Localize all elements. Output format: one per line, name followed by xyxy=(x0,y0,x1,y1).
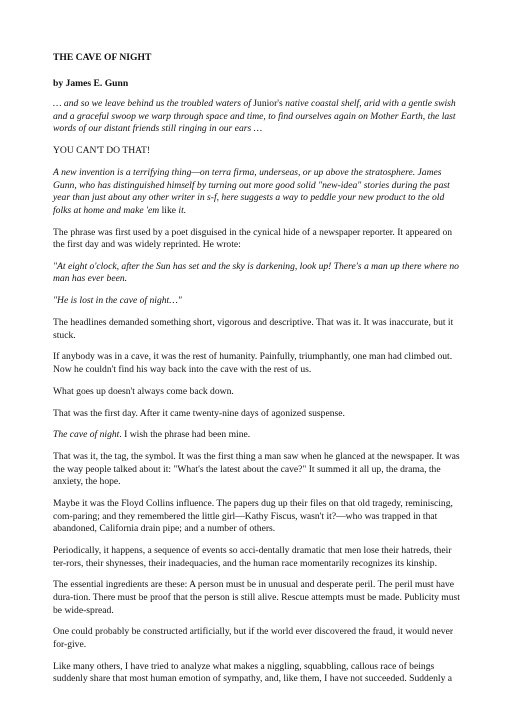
cave-of-night-phrase: The cave of night xyxy=(53,429,120,441)
body-paragraph-7: That was it, the tag, the symbol. It was the first thing a man saw when he glanced at the newspaper. It was the way people talked about it: "What's the latest about the cave?" It summed it all up, the drama, the anxiety, the hope. xyxy=(53,451,460,488)
intro-journal-name: Junior's xyxy=(253,98,283,110)
subheading: YOU CAN'T DO THAT! xyxy=(53,145,151,157)
blurb-text: A new invention is a terrifying thing—on terra firma, underseas, or up above the stratosphere. James Gunn, who has distinguished himself by turning out more good solid "new-idea" stories during the past year than just about any other writer in s-f, here suggests a way to peddle your new product to the old folks at home and make 'em xyxy=(53,166,450,216)
body-paragraph-8: Maybe it was the Floyd Collins influence. The papers dug up their files on that old tragedy, reminiscing, com-paring; and they remembered the little girl—Kathy Fiscus, wasn't it?—who was trapped in that abandoned, California drain pipe; and a number of others. xyxy=(53,498,453,535)
intro-text-start: … and so we leave behind us the troubled waters of xyxy=(53,98,254,110)
body-paragraph-3: If anybody was in a cave, it was the rest of humanity. Painfully, triumphantly, one man had climbed out. Now he couldn't find his way back into the cave with the rest of us. xyxy=(53,351,453,375)
blurb-paragraph xyxy=(53,167,462,217)
body-paragraph-5: That was the first day. After it came twenty-nine days of agonized suspense. xyxy=(53,407,345,419)
body-paragraph-6 xyxy=(53,429,462,442)
quote-paragraph-2: "He is lost in the cave of night…" xyxy=(53,295,182,307)
quote-paragraph-1: "At eight o'clock, after the Sun has set and the sky is darkening, look up! There's a man up there where no man has ever been. xyxy=(53,260,459,285)
body-paragraph-6-rest: . I wish the phrase had been mine. xyxy=(119,429,251,441)
body-paragraph-2: The headlines demanded something short, vigorous and descriptive. That was it. It was inaccurate, but it stuck. xyxy=(53,317,454,341)
body-paragraph-4: What goes up doesn't always come back down. xyxy=(53,385,234,397)
body-paragraph-10: The essential ingredients are these: A person must be in unusual and desperate peril. The peril must have dura-tion. There must be proof that the person is still alive. Rescue attempts must be made. Publicity must be wide-spread. xyxy=(53,579,460,616)
story-title: THE CAVE OF NIGHT xyxy=(53,52,152,63)
intro-paragraph xyxy=(53,98,462,136)
blurb-like: like xyxy=(161,204,177,216)
intro-text-end: native coastal shelf, arid with a gentle swish and a graceful swoop we warp through space and time, to find ourselves again on Mother Earth, the last words of our distant friends still ringing in our ears … xyxy=(53,98,456,135)
blurb-end: it. xyxy=(176,204,187,216)
body-paragraph-12: Like many others, I have tried to analyze what makes a niggling, squabbling, callous race of beings suddenly share that most human emotion of sympathy, and, like them, I have not succeeded. Suddenly a xyxy=(53,660,453,685)
body-paragraph-11: One could probably be constructed artificially, but if the world ever discovered the fraud, it would never for-give. xyxy=(53,626,454,650)
author-byline: by James E. Gunn xyxy=(53,77,129,89)
body-paragraph-1: The phrase was first used by a poet disguised in the cynical hide of a newspaper reporter. It appeared on the first day and was widely reprinted. He wrote: xyxy=(53,226,453,251)
body-paragraph-9: Periodically, it happens, a sequence of events so acci-dentally dramatic that men lose their hatreds, their ter-rors, their shynesses, their inadequacies, and the human race momentarily recognizes its kinship. xyxy=(53,545,452,569)
